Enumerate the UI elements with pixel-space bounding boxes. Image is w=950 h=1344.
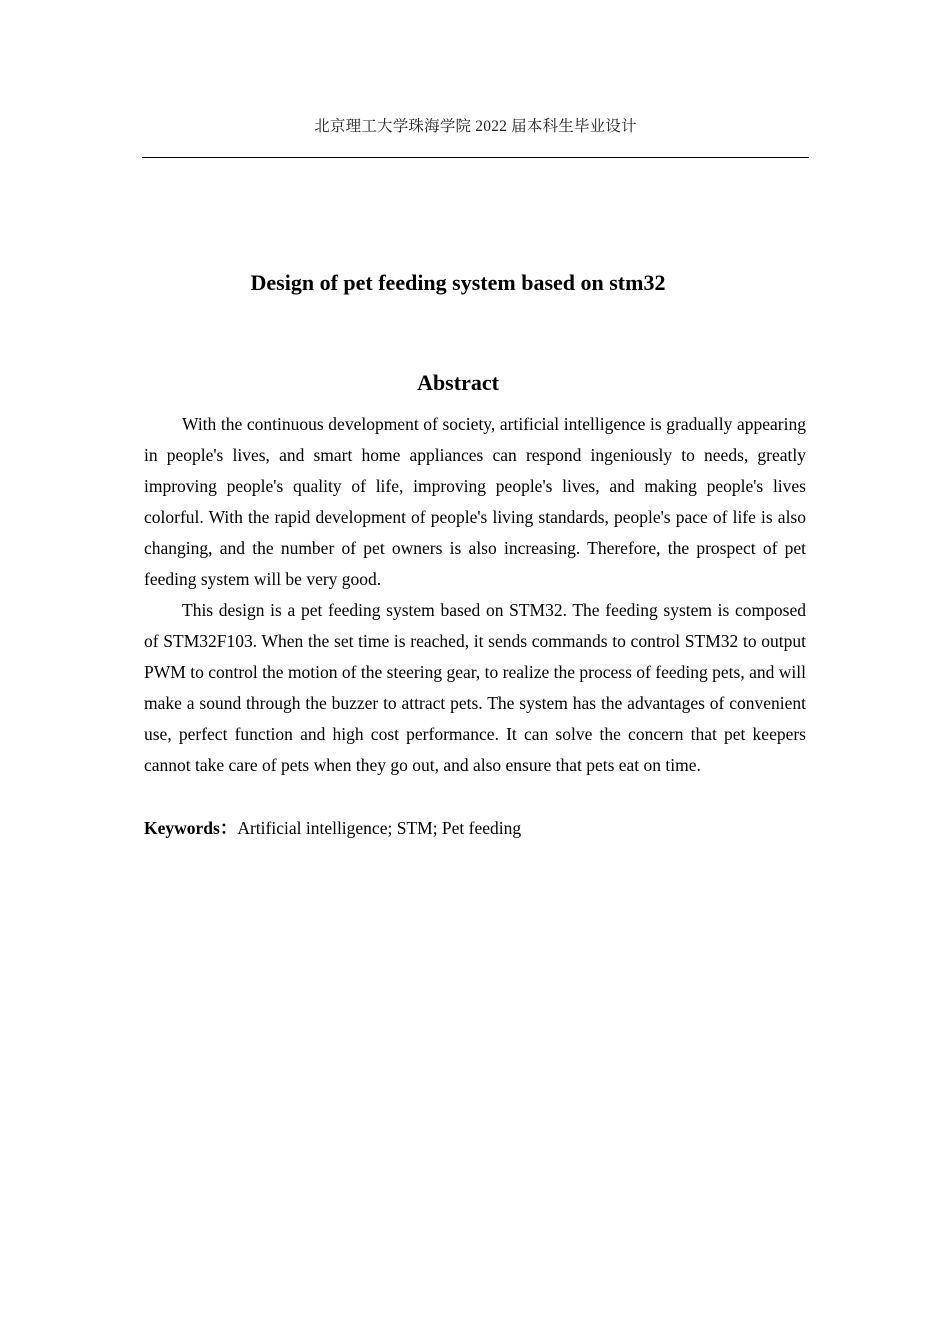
running-header: 北京理工大学珠海学院 2022 届本科生毕业设计	[314, 118, 637, 135]
abstract-body	[144, 409, 806, 781]
header-divider	[142, 157, 809, 158]
abstract-heading: Abstract	[417, 370, 499, 395]
abstract-paragraph-1: With the continuous development of society, artificial intelligence is gradually appearing in people's lives, and smart home appliances can respond ingeniously to needs, greatly improving people's quality of life, improving people's lives, and making people's lives colorful. With the rapid development of people's living standards, people's pace of life is also changing, and the number of pet owners is also increasing. Therefore, the prospect of pet feeding system will be very good.	[144, 414, 806, 589]
abstract-paragraph-2: This design is a pet feeding system based on STM32. The feeding system is composed of STM32F103. When the set time is reached, it sends commands to control STM32 to output PWM to control the motion of the steering gear, to realize the process of feeding pets, and will make a sound through the buzzer to attract pets. The system has the advantages of convenient use, perfect function and high cost performance. It can solve the concern that pet keepers cannot take care of pets when they go out, and also ensure that pets eat on time.	[144, 600, 806, 775]
keywords-label: Keywords：	[144, 818, 238, 838]
paper-title: Design of pet feeding system based on stm32	[250, 270, 666, 295]
keywords-line	[144, 813, 806, 844]
keywords-value: Artificial intelligence; STM; Pet feeding	[237, 818, 522, 838]
